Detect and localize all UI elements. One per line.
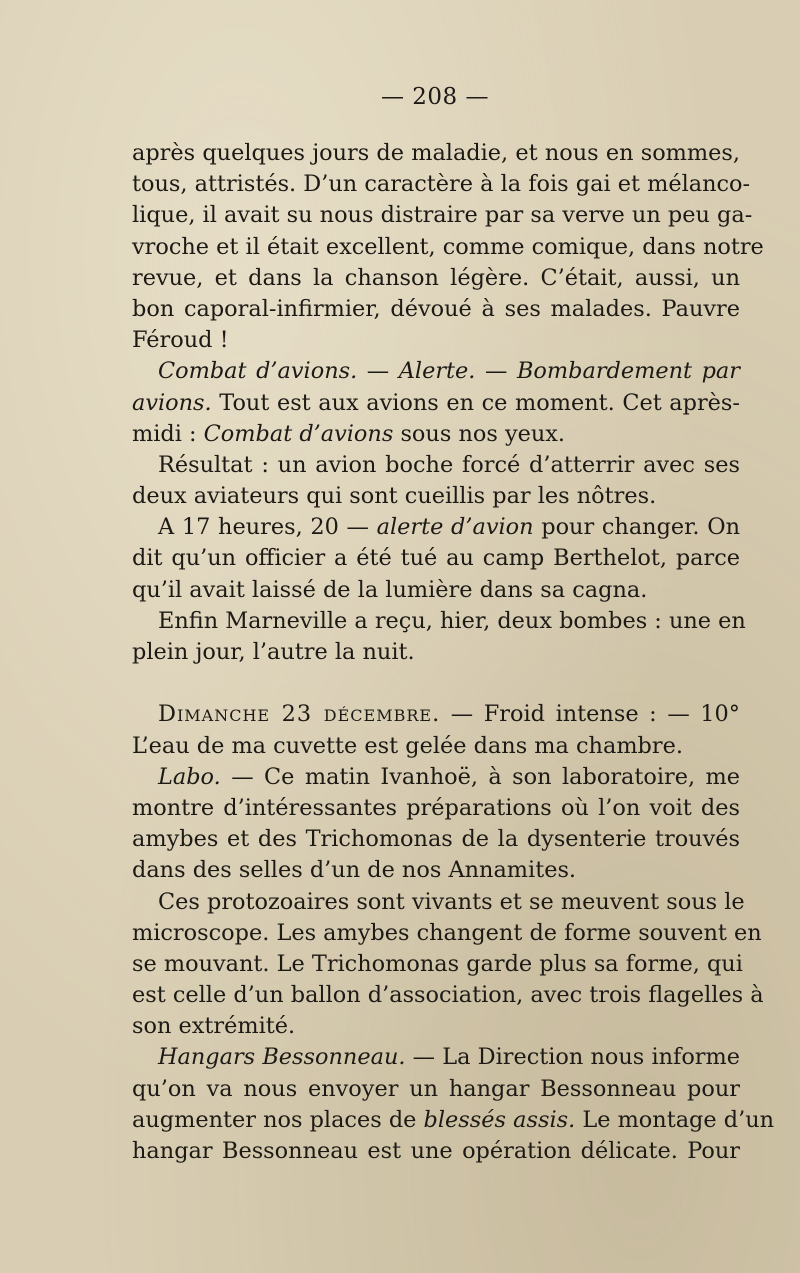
text-line: Résultat : un avion boche forcé d’atterrir avec ses <box>158 451 740 478</box>
text-line: qu’on va nous envoyer un hangar Bessonneau pour <box>132 1075 740 1102</box>
text-line: A 17 heures, 20 — alerte d’avion pour changer. On <box>158 514 740 541</box>
paragraph-gap <box>132 668 740 699</box>
text-line: deux aviateurs qui sont cueillis par les nôtres. <box>132 483 657 510</box>
text-line: revue, et dans la chanson légère. C’était, aussi, un <box>132 264 740 291</box>
section-title: Labo. <box>158 763 221 790</box>
text-line: avions. Tout est aux avions en ce moment. Cet après- <box>132 389 740 416</box>
text-line: microscope. Les amybes changent de forme souvent en <box>132 919 762 946</box>
section-heading-line: Combat d’avions. — Alerte. — Bombardement par <box>158 358 740 385</box>
page-number: — 208 — <box>380 84 490 110</box>
date-heading: Dimanche 23 décembre. <box>158 701 441 728</box>
page-text <box>132 138 775 1167</box>
text-line: plein jour, l’autre la nuit. <box>132 639 415 665</box>
section-title: Bombardement par <box>516 358 740 385</box>
text-line: augmenter nos places de blessés assis. Le montage d’un <box>132 1106 775 1133</box>
text-line: Labo. — Ce matin Ivanhoë, à son laboratoire, me <box>158 763 740 790</box>
text-line: amybes et des Trichomonas de la dysenterie trouvés <box>132 826 740 853</box>
text-line: dit qu’un officier a été tué au camp Berthelot, parce <box>132 545 740 572</box>
section-title: Hangars Bessonneau. <box>158 1044 406 1071</box>
text-line: midi : Combat d’avions sous nos yeux. <box>132 420 566 447</box>
text-line: montre d’intéressantes préparations où l’on voit des <box>132 794 740 821</box>
text-line: L’eau de ma cuvette est gelée dans ma chambre. <box>132 732 683 759</box>
text-line: son extrémité. <box>132 1013 296 1040</box>
text-line: Hangars Bessonneau. — La Direction nous informe <box>158 1044 740 1071</box>
text-line: Ces protozoaires sont vivants et se meuvent sous le <box>158 888 745 915</box>
text-line: qu’il avait laissé de la lumière dans sa cagna. <box>132 576 648 603</box>
text-line: se mouvant. Le Trichomonas garde plus sa forme, qui <box>132 950 743 977</box>
text-line: bon caporal-infirmier, dévoué à ses malades. Pauvre <box>132 295 740 322</box>
text-line: lique, il avait su nous distraire par sa verve un peu ga- <box>132 202 753 229</box>
text-line: tous, attristés. D’un caractère à la fois gai et mélanco- <box>132 171 751 198</box>
date-heading-line: Dimanche 23 décembre. — Froid intense : — 10° <box>158 701 740 728</box>
text-line: Féroud ! <box>132 327 229 354</box>
text-line: hangar Bessonneau est une opération délicate. Pour <box>132 1138 740 1164</box>
text-line: dans des selles d’un de nos Annamites. <box>132 857 577 884</box>
text-line: après quelques jours de maladie, et nous en sommes, <box>132 140 740 166</box>
section-title: Combat d’avions. <box>158 358 358 385</box>
text-line: vroche et il était excellent, comme comique, dans notre <box>132 233 764 260</box>
text-line: est celle d’un ballon d’association, avec trois flagelles à <box>132 982 764 1009</box>
section-title: Alerte. <box>398 358 476 385</box>
text-line: Enfin Marneville a reçu, hier, deux bombes : une en <box>158 607 746 634</box>
